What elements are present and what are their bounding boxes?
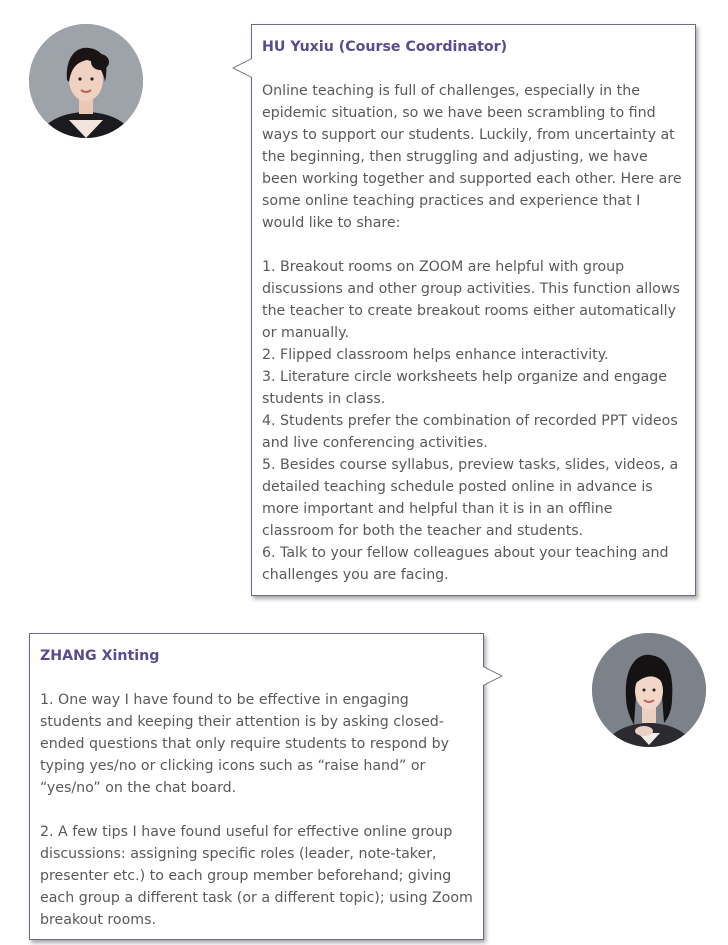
testimonial-author-name: ZHANG Xinting — [40, 648, 160, 664]
testimonial-point: 1. Breakout rooms on ZOOM are helpful with group discussions and other group activities. This function allows the teacher to create breakout rooms either automatically or manually. — [262, 259, 680, 341]
testimonial-bubble-hu-yuxiu — [251, 24, 696, 596]
woman-portrait-avatar-icon — [592, 633, 706, 747]
testimonial-point: 2. A few tips I have found useful for effective online group discussions: assigning specific roles (leader, note-taker, presenter etc.) to each group member beforehand; giving each group a different task (or a different topic); using Zoom breakout rooms. — [40, 824, 473, 928]
testimonial-point: 1. One way I have found to be effective in engaging students and keeping their attention is by asking closed-ended questions that only require students to respond by typing yes/no or clicking icons such as “raise hand” or “yes/no” on the chat board. — [40, 692, 450, 796]
testimonial-point: 4. Students prefer the combination of recorded PPT videos and live conferencing activities. — [262, 413, 678, 451]
testimonial-point: 3. Literature circle worksheets help organize and engage students in class. — [262, 369, 668, 407]
testimonial-author-name: HU Yuxiu (Course Coordinator) — [262, 39, 508, 55]
testimonial-point: 6. Talk to your fellow colleagues about your teaching and challenges you are facing. — [262, 545, 669, 583]
testimonial-point: 2. Flipped classroom helps enhance interactivity. — [262, 347, 609, 363]
testimonial-bubble-zhang-xinting — [29, 633, 484, 940]
woman-portrait-avatar-icon — [29, 24, 143, 138]
hu-yuxiu-avatar — [29, 24, 143, 138]
zhang-xinting-avatar — [592, 633, 706, 747]
testimonial-intro: Online teaching is full of challenges, especially in the epidemic situation, so we have been scrambling to find ways to support our students. Luckily, from uncertainty at the beginning, then struggling and adjusting, we have been working together and supported each other. Here are some online teaching practices and experience that I would like to share: — [262, 83, 682, 231]
bubble-pointer — [483, 666, 503, 686]
bubble-pointer — [232, 58, 252, 78]
testimonial-point: 5. Besides course syllabus, preview tasks, slides, videos, a detailed teaching schedule posted online in advance is more important and helpful than it is in an offline classroom for both the teacher and students. — [262, 457, 679, 539]
